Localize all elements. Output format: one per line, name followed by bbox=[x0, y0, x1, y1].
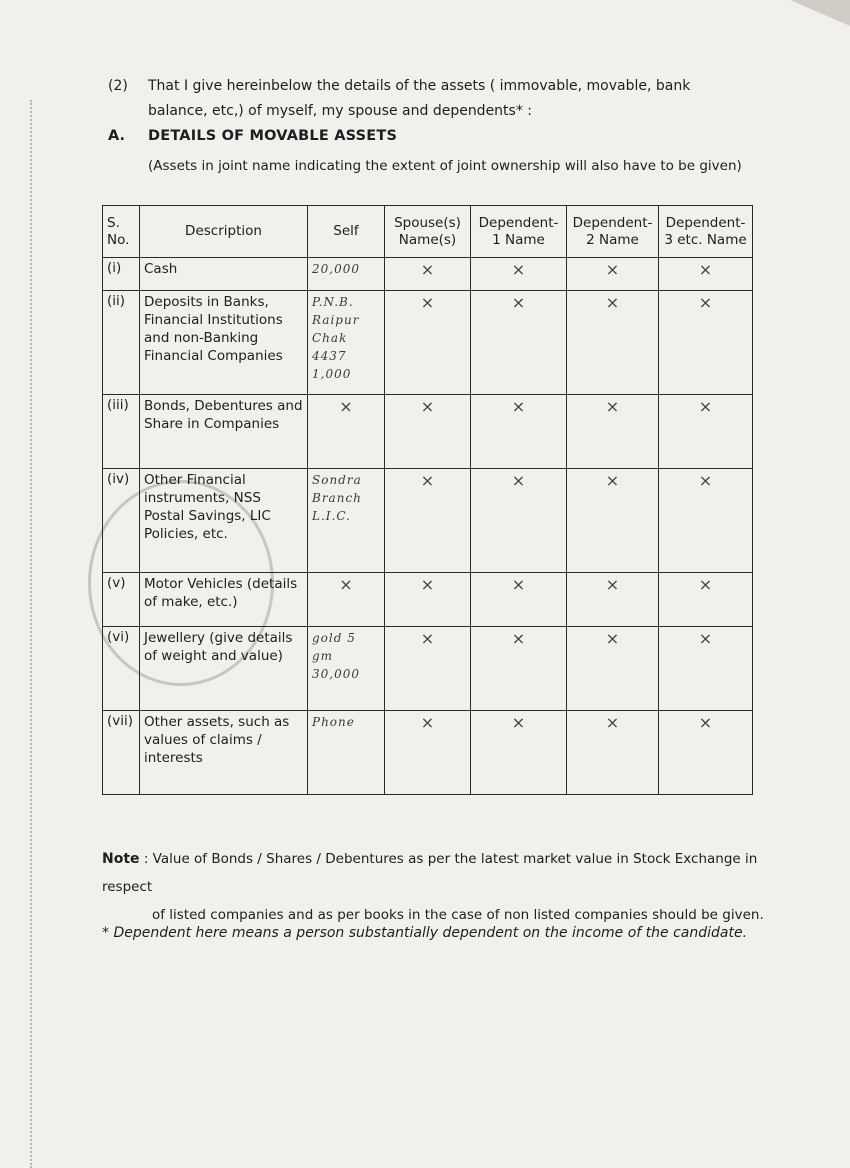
row-description: Other Financial instruments, NSS Postal Savings, LIC Policies, etc. bbox=[140, 469, 308, 573]
table-row bbox=[103, 395, 753, 469]
dependent-2-cross-mark: × bbox=[567, 627, 659, 711]
dependent-3-cross-mark: × bbox=[659, 395, 753, 469]
dependent-1-cross-mark: × bbox=[471, 395, 567, 469]
folded-corner bbox=[790, 0, 850, 26]
row-sno: (vii) bbox=[103, 711, 140, 795]
header-dependent-1: Dependent-1 Name bbox=[471, 206, 567, 258]
dependent-1-cross-mark: × bbox=[471, 469, 567, 573]
dependent-1-cross-mark: × bbox=[471, 711, 567, 795]
dependent-2-cross-mark: × bbox=[567, 469, 659, 573]
row-sno: (ii) bbox=[103, 291, 140, 395]
table-row bbox=[103, 627, 753, 711]
row-self-value: Sondra Branch L.I.C. bbox=[308, 469, 385, 573]
table-header-row bbox=[103, 206, 753, 258]
intro-paragraph bbox=[108, 74, 748, 124]
row-self-value: × bbox=[308, 573, 385, 627]
dependent-2-cross-mark: × bbox=[567, 573, 659, 627]
spouse-cross-mark: × bbox=[385, 395, 471, 469]
table-row bbox=[103, 291, 753, 395]
spouse-cross-mark: × bbox=[385, 469, 471, 573]
dependent-1-cross-mark: × bbox=[471, 573, 567, 627]
row-description: Deposits in Banks, Financial Institutions and non-Banking Financial Companies bbox=[140, 291, 308, 395]
row-sno: (v) bbox=[103, 573, 140, 627]
table-row bbox=[103, 258, 753, 291]
header-dependent-3: Dependent-3 etc. Name bbox=[659, 206, 753, 258]
header-self: Self bbox=[308, 206, 385, 258]
spouse-cross-mark: × bbox=[385, 573, 471, 627]
table-row bbox=[103, 573, 753, 627]
table-row bbox=[103, 469, 753, 573]
section-subtitle: (Assets in joint name indicating the extent of joint ownership will also have to be given) bbox=[148, 158, 742, 174]
note-label: Note bbox=[102, 851, 140, 867]
row-description: Cash bbox=[140, 258, 308, 291]
dependent-2-cross-mark: × bbox=[567, 291, 659, 395]
row-sno: (iii) bbox=[103, 395, 140, 469]
header-dependent-2: Dependent-2 Name bbox=[567, 206, 659, 258]
dependent-3-cross-mark: × bbox=[659, 573, 753, 627]
row-self-value: gold 5 gm 30,000 bbox=[308, 627, 385, 711]
section-letter: A. bbox=[108, 128, 125, 144]
header-sno: S. No. bbox=[103, 206, 140, 258]
spouse-cross-mark: × bbox=[385, 258, 471, 291]
dependent-3-cross-mark: × bbox=[659, 469, 753, 573]
row-description: Jewellery (give details of weight and value) bbox=[140, 627, 308, 711]
dependent-2-cross-mark: × bbox=[567, 258, 659, 291]
dependent-2-cross-mark: × bbox=[567, 395, 659, 469]
dependent-1-cross-mark: × bbox=[471, 258, 567, 291]
dependent-3-cross-mark: × bbox=[659, 627, 753, 711]
row-self-value: 20,000 bbox=[308, 258, 385, 291]
dependent-1-cross-mark: × bbox=[471, 291, 567, 395]
table-row bbox=[103, 711, 753, 795]
spouse-cross-mark: × bbox=[385, 291, 471, 395]
footnote: * Dependent here means a person substantially dependent on the income of the candidate. bbox=[102, 925, 748, 941]
paragraph-text: That I give hereinbelow the details of the assets ( immovable, movable, bank balance, etc,) of myself, my spouse and dependents* : bbox=[148, 78, 691, 119]
dependent-1-cross-mark: × bbox=[471, 627, 567, 711]
spouse-cross-mark: × bbox=[385, 627, 471, 711]
note-continuation: of listed companies and as per books in the case of non listed companies should be given. bbox=[152, 907, 764, 923]
perforation-edge bbox=[30, 100, 32, 1168]
row-self-value: Phone bbox=[308, 711, 385, 795]
movable-assets-table bbox=[102, 205, 753, 795]
section-title: DETAILS OF MOVABLE ASSETS bbox=[148, 128, 398, 144]
dependent-3-cross-mark: × bbox=[659, 258, 753, 291]
row-sno: (vi) bbox=[103, 627, 140, 711]
row-description: Other assets, such as values of claims / interests bbox=[140, 711, 308, 795]
row-sno: (i) bbox=[103, 258, 140, 291]
row-self-value: P.N.B. Raipur Chak 4437 1,000 bbox=[308, 291, 385, 395]
paragraph-number: (2) bbox=[108, 78, 128, 94]
spouse-cross-mark: × bbox=[385, 711, 471, 795]
dependent-3-cross-mark: × bbox=[659, 711, 753, 795]
section-heading bbox=[108, 128, 397, 144]
note-block: Note : Value of Bonds / Shares / Debentures as per the latest market value in Stock Exchange in respect of listed companies and as per books in the case of non listed companies should be given. bbox=[102, 845, 782, 929]
header-description: Description bbox=[140, 206, 308, 258]
row-sno: (iv) bbox=[103, 469, 140, 573]
header-spouse: Spouse(s) Name(s) bbox=[385, 206, 471, 258]
note-text: Value of Bonds / Shares / Debentures as per the latest market value in Stock Exchange in respect bbox=[102, 851, 758, 895]
row-self-value: × bbox=[308, 395, 385, 469]
dependent-3-cross-mark: × bbox=[659, 291, 753, 395]
row-description: Bonds, Debentures and Share in Companies bbox=[140, 395, 308, 469]
row-description: Motor Vehicles (details of make, etc.) bbox=[140, 573, 308, 627]
dependent-2-cross-mark: × bbox=[567, 711, 659, 795]
